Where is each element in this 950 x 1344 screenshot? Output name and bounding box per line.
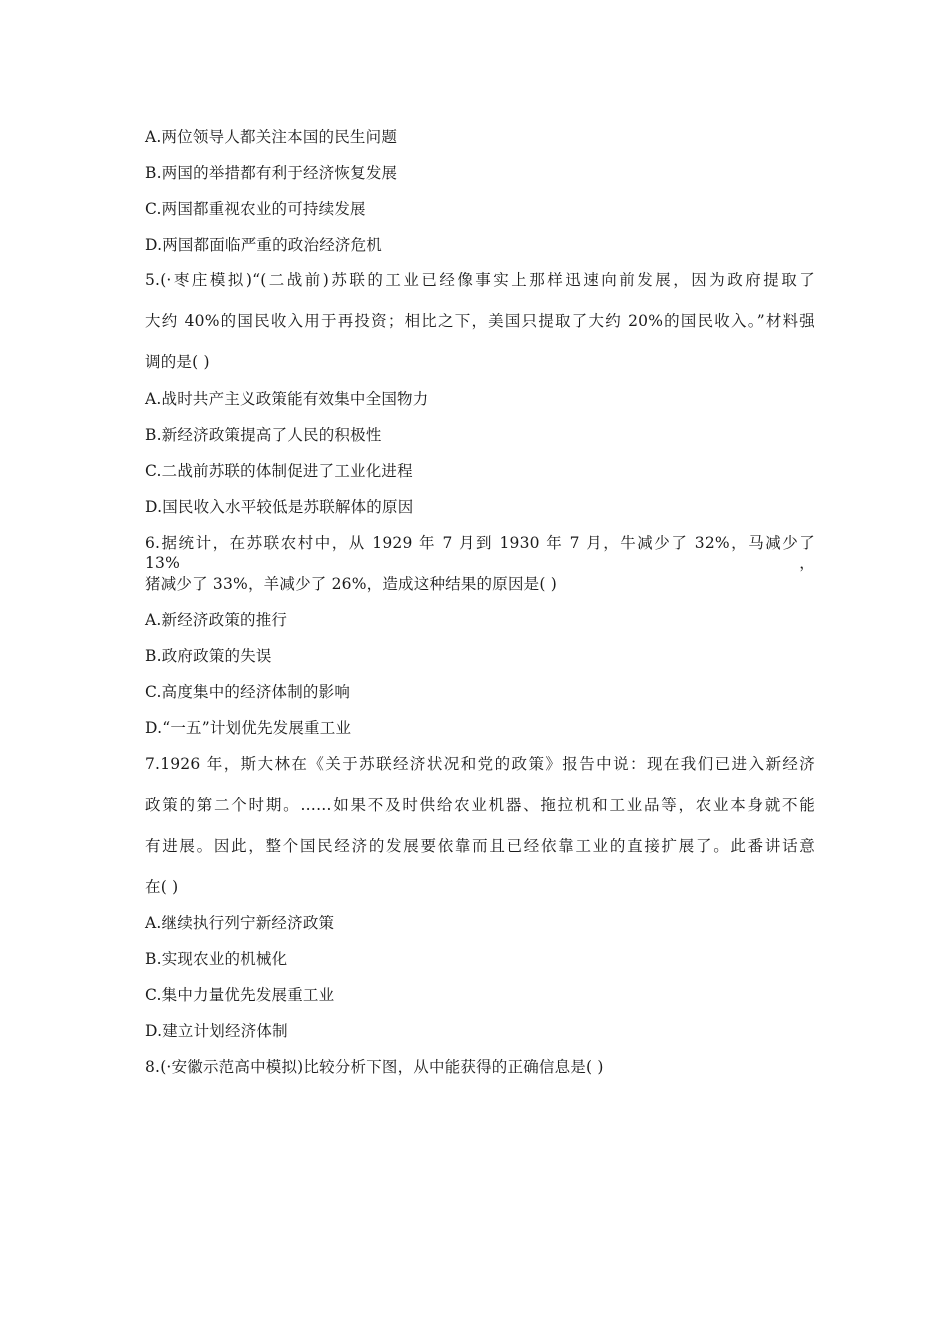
q7-stem-line-4: 在( ) xyxy=(145,878,179,896)
q7-option-c: C.集中力量优先发展重工业 xyxy=(145,986,335,1004)
q7-option-b: B.实现农业的机械化 xyxy=(145,950,288,968)
q6-option-a: A.新经济政策的推行 xyxy=(145,611,288,629)
q4-option-a: A.两位领导人都关注本国的民生问题 xyxy=(145,128,398,146)
q8-stem-line-1: 8.(·安徽示范高中模拟)比较分析下图，从中能获得的正确信息是( ) xyxy=(145,1058,604,1076)
q6-option-c: C.高度集中的经济体制的影响 xyxy=(145,683,351,701)
q6-stem-line-2: 猪减少了 33%，羊减少了 26%，造成这种结果的原因是( ) xyxy=(145,575,557,593)
q7-option-d: D.建立计划经济体制 xyxy=(145,1022,288,1040)
q7-stem-line-2: 政策的第二个时期。……如果不及时供给农业机器、拖拉机和工业品等，农业本身就不能 xyxy=(145,796,815,814)
q5-option-d: D.国民收入水平较低是苏联解体的原因 xyxy=(145,498,414,516)
q5-stem-line-1: 5.(·枣庄模拟)“(二战前)苏联的工业已经像事实上那样迅速向前发展，因为政府提取了 xyxy=(145,271,815,289)
q6-option-b: B.政府政策的失误 xyxy=(145,647,272,665)
q5-stem-line-3: 调的是( ) xyxy=(145,353,210,371)
q5-option-a: A.战时共产主义政策能有效集中全国物力 xyxy=(145,390,429,408)
q5-stem-line-2: 大约 40%的国民收入用于再投资；相比之下，美国只提取了大约 20%的国民收入。”材料强 xyxy=(145,312,815,330)
q7-stem-line-1: 7.1926 年，斯大林在《关于苏联经济状况和党的政策》报告中说：现在我们已进入新经济 xyxy=(145,755,815,773)
q4-option-c: C.两国都重视农业的可持续发展 xyxy=(145,200,366,218)
q7-stem-line-3: 有进展。因此，整个国民经济的发展要依靠而且已经依靠工业的直接扩展了。此番讲话意 xyxy=(145,837,815,855)
q4-option-d: D.两国都面临严重的政治经济危机 xyxy=(145,236,383,254)
q5-option-c: C.二战前苏联的体制促进了工业化进程 xyxy=(145,462,413,480)
q6-stem-line-1: 6.据统计，在苏联农村中，从 1929 年 7 月到 1930 年 7 月，牛减少了 32%，马减少了 13%， xyxy=(145,534,815,572)
q6-option-d: D.“一五”计划优先发展重工业 xyxy=(145,719,352,737)
q4-option-b: B.两国的举措都有利于经济恢复发展 xyxy=(145,164,398,182)
q5-option-b: B.新经济政策提高了人民的积极性 xyxy=(145,426,382,444)
q7-option-a: A.继续执行列宁新经济政策 xyxy=(145,914,335,932)
